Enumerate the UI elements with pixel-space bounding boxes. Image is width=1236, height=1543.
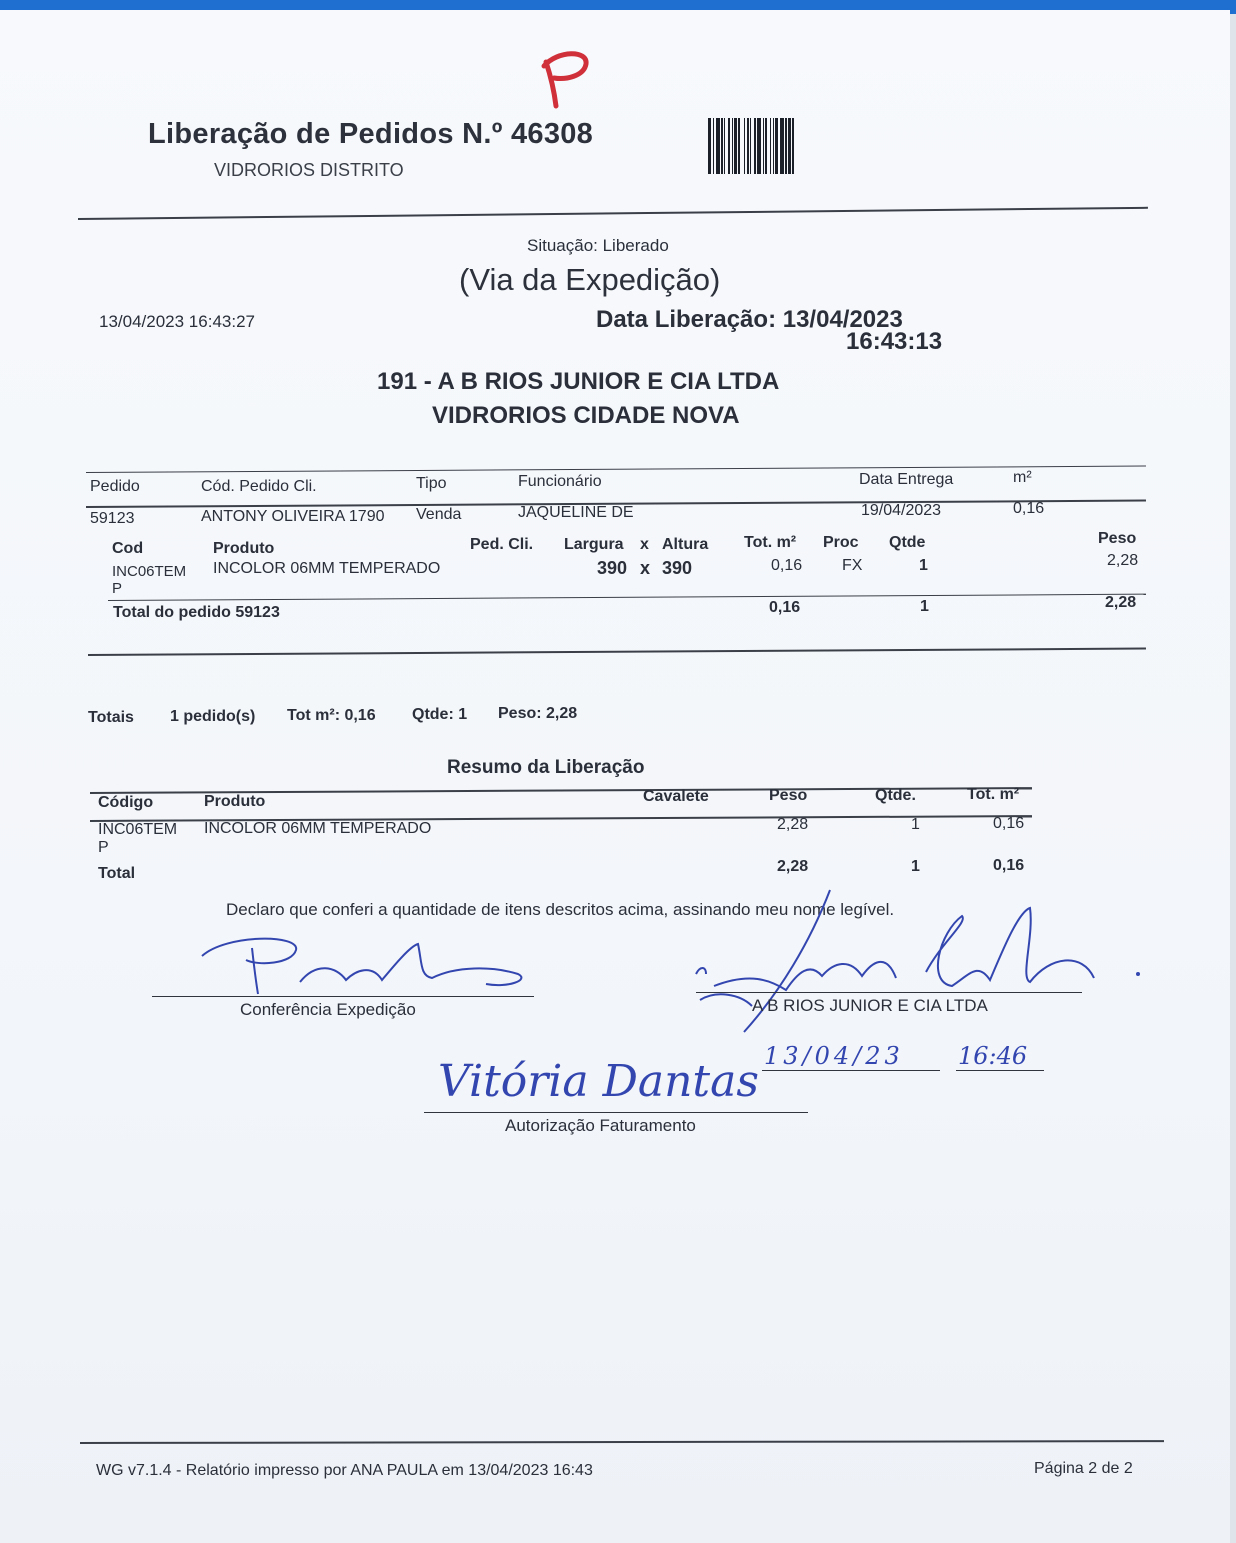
declaration-text: Declaro que conferi a quantidade de itens descritos acima, assinando meu nome legível. [226, 900, 895, 919]
company-header: VIDRORIOS DISTRITO [214, 160, 404, 180]
cell-cod-pedido-cli: ANTONY OLIVEIRA 1790 [201, 508, 385, 525]
resumo-col-peso: Peso [769, 787, 808, 804]
document-page [0, 10, 1230, 1543]
item-col-altura: Altura [662, 536, 709, 553]
header-divider [78, 207, 1148, 220]
resumo-col-produto: Produto [204, 793, 266, 810]
item-x: x [640, 558, 651, 578]
client-time-line [956, 1070, 1044, 1071]
client-signature [690, 882, 1110, 1047]
resumo-qtde: 1 [911, 816, 920, 833]
resumo-peso: 2,28 [777, 816, 809, 833]
client-signature-line [696, 992, 1082, 993]
footer-rule [80, 1440, 1164, 1444]
resumo-col-codigo: Código [98, 794, 154, 811]
resumo-total-label: Total [98, 865, 136, 882]
item-cod: INC06TEM [112, 563, 187, 580]
item-tot-m2: 0,16 [771, 557, 803, 574]
item-produto: INCOLOR 06MM TEMPERADO [213, 560, 441, 577]
resumo-total-peso: 2,28 [777, 858, 809, 875]
order-total-label: Total do pedido 59123 [113, 604, 280, 621]
item-col-tot-m2: Tot. m² [744, 534, 797, 551]
handwritten-mark [536, 46, 600, 125]
cell-funcionario: JAQUELINE DE [518, 504, 634, 521]
stray-mark [1136, 972, 1140, 976]
faturamento-signature: Vitória Dantas [438, 1056, 759, 1107]
resumo-produto: INCOLOR 06MM TEMPERADO [204, 820, 432, 837]
resumo-col-tot-m2: Tot. m² [967, 786, 1020, 803]
resumo-total-tot-m2: 0,16 [993, 857, 1025, 874]
conferencia-label: Conferência Expedição [240, 1000, 416, 1019]
resumo-codigo: INC06TEM [98, 821, 178, 838]
item-col-largura: Largura [564, 536, 624, 553]
cell-data-entrega: 19/04/2023 [861, 502, 942, 519]
item-total-rule [108, 594, 1146, 601]
item-altura: 390 [662, 558, 693, 578]
footer-printed-by: WG v7.1.4 - Relatório impresso por ANA PAULA em 13/04/2023 16:43 [96, 1462, 593, 1479]
faturamento-label: Autorização Faturamento [505, 1116, 696, 1135]
totals-pedidos: 1 pedido(s) [170, 708, 256, 725]
item-col-cod: Cod [112, 540, 144, 557]
item-col-produto: Produto [213, 540, 275, 557]
item-peso: 2,28 [1107, 552, 1139, 569]
resumo-col-qtde: Qtde. [875, 787, 916, 804]
resumo-codigo-cont: P [98, 839, 109, 856]
item-col-peso: Peso [1098, 530, 1137, 547]
footer-page-number: Página 2 de 2 [1034, 1460, 1133, 1477]
client-store: VIDRORIOS CIDADE NOVA [432, 402, 740, 429]
client-time: 16:46 [958, 1042, 1028, 1070]
item-col-proc: Proc [823, 534, 859, 551]
client-date-line [762, 1070, 940, 1071]
client-name: 191 - A B RIOS JUNIOR E CIA LTDA [377, 368, 780, 395]
via-label: (Via da Expedição) [459, 262, 721, 297]
item-qtde: 1 [919, 557, 928, 574]
order-total-peso: 2,28 [1105, 594, 1137, 611]
resumo-col-cavalete: Cavalete [643, 788, 709, 805]
order-total-m2: 0,16 [769, 599, 801, 616]
order-table-top-rule [86, 466, 1146, 473]
client-date: 13/04/23 [764, 1042, 904, 1070]
col-data-entrega: Data Entrega [859, 471, 954, 488]
resumo-tot-m2: 0,16 [993, 815, 1025, 832]
barcode [708, 118, 898, 174]
col-funcionario: Funcionário [518, 473, 602, 490]
item-col-x: x [640, 536, 649, 553]
barcode-bar [792, 118, 794, 174]
cell-tipo: Venda [416, 506, 462, 523]
data-liberacao-time: 16:43:13 [846, 328, 943, 355]
totals-peso: Peso: 2,28 [498, 705, 578, 722]
col-tipo: Tipo [416, 475, 447, 492]
item-largura: 390 [597, 558, 628, 578]
data-liberacao: Data Liberação: 13/04/2023 [596, 306, 903, 333]
cell-pedido: 59123 [90, 510, 135, 527]
order-table-bottom-rule [88, 648, 1146, 656]
conferencia-signature [196, 926, 536, 1005]
print-timestamp: 13/04/2023 16:43:27 [99, 312, 255, 331]
item-col-ped-cli: Ped. Cli. [470, 536, 534, 553]
col-pedido: Pedido [90, 478, 140, 495]
totals-m2: Tot m²: 0,16 [287, 707, 376, 724]
order-total-qtde: 1 [920, 598, 929, 615]
cell-m2: 0,16 [1013, 500, 1045, 517]
resumo-total-qtde: 1 [911, 858, 920, 875]
item-cod-cont: P [112, 580, 123, 597]
item-proc: FX [842, 557, 863, 574]
col-cod-pedido-cli: Cód. Pedido Cli. [201, 478, 317, 495]
item-col-qtde: Qtde [889, 534, 926, 551]
totals-qtde: Qtde: 1 [412, 706, 468, 723]
situacao-label: Situação: Liberado [527, 236, 669, 255]
col-m2: m² [1013, 469, 1032, 486]
totals-label: Totais [88, 709, 134, 726]
page-title: Liberação de Pedidos N.º 46308 [148, 118, 594, 150]
conferencia-line [152, 996, 534, 997]
resumo-title: Resumo da Liberação [447, 757, 645, 778]
faturamento-line [424, 1112, 808, 1113]
client-label: A B RIOS JUNIOR E CIA LTDA [752, 996, 988, 1015]
